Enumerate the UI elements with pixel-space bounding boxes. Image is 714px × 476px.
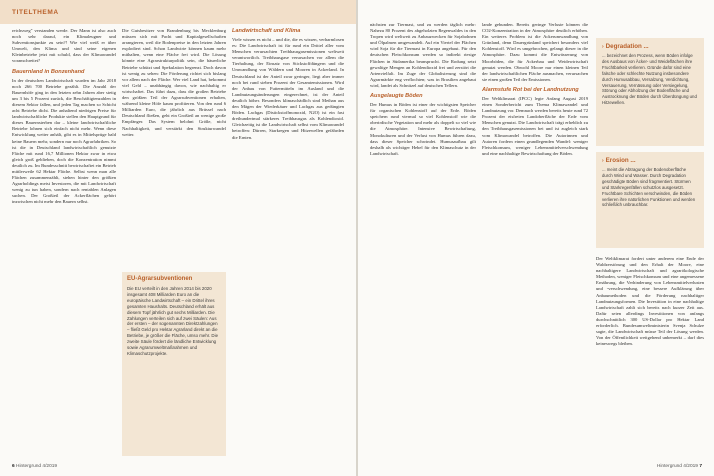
paragraph: Der Humus in Böden ist einer der wichtigsten Speicher für organischen Kohlenstoff auf der Erde. Böden speichern rund viermal so viel Kohlenstoff wie die oberirdische Vegetation und mehr als doppelt so viel wie die Atmosphäre. Intensive Bewirtschaftung, Monokulturen und der Verlust von Humus führen dazu, dass dieser Speicher schwindet. Humusaufbau gilt deshalb als wichtiger Hebel für den Klimaschutz in der Landwirtschaft. xyxy=(370,102,476,156)
page-footer-right xyxy=(657,464,702,469)
section-band xyxy=(0,0,356,24)
arrow-icon: › xyxy=(602,158,604,164)
left-column-2 xyxy=(122,28,226,138)
issue-label: Hintergrund 4/2019 xyxy=(656,464,698,469)
right-page xyxy=(358,0,714,476)
left-column-1 xyxy=(12,28,116,206)
subheading: Landwirtschaft und Klima xyxy=(232,28,301,34)
box-title xyxy=(602,43,698,51)
paragraph: Der Weltklimarat fordert unter anderem eine Ende der Waldzerstörung und den Erhalt der Moore, eine nachhaltigere Landwirtschaft und agrarökologische Methoden, weniger Fleischkonsum und eine angemessene Ernährung, die Verhinderung von Lebensmittelverlusten und -verschwendung, eine bessere Aufklärung über Anbaumethoden und die Förderung nachhaltiger Landnutzungsformen. Die Investition in eine nachhaltige Landwirtschaft zahlt sich bereits nach kurzer Zeit aus. Dafür seien allerdings Investitionen von anfangs durchschnittlich 300 US-Dollar pro Hektar Land erforderlich. Bundesumweltministerin Svenja Schulze sagte, die Landwirtschaft müsse Teil der Lösung werden. Von der Öffentlichkeit weitgehend unbemerkt – darf dies keineswegs bleiben. xyxy=(596,256,704,347)
paragraph: Die Gutsbesitzer von Brandenburg bis Mecklenburg müssen sich mit Pacht und Kapitalgesellschaften arrangieren, weil die Bodenpreise in den letzten Jahren explodiert sind. Schon Landwirte können kaum mehr mithalten, wenn eine Fläche frei wird. Die Lösung könnte eine Agrarstrukturpolitik sein, die bäuerliche Betriebe schützt und Spekulation begrenzt. Doch davon ist wenig zu sehen: Die Förderung richtet sich bislang vor allem nach der Fläche. Wer viel Land hat, bekommt viel Geld – unabhängig davon, wie nachhaltig er wirtschaftet. Das führt dazu, dass die großen Betriebe den größten Teil der Agrarsubventionen erhalten, während kleine Höfe kaum profitieren. Von den rund 6 Milliarden Euro, die jährlich aus Brüssel nach Deutschland fließen, geht ein Großteil an wenige große Empfänger. Das System belohnt Größe, nicht Nachhaltigkeit, und verstärkt den Strukturwandel weiter. xyxy=(122,28,226,137)
right-column-1 xyxy=(370,22,476,157)
left-page xyxy=(0,0,356,476)
degradation-box xyxy=(596,38,704,146)
eu-subsidies-box xyxy=(122,272,226,456)
page-footer-left xyxy=(12,464,57,469)
box-text: Die EU verteilt in den Jahren 2014 bis 2020 insgesamt 408 Milliarden Euro an die europäische Landwirtschaft – ein Drittel ihres gesamten Haushalts. Deutschland erhält aus diesem Topf jährlich gut sechs Milliarden. Die Zahlungen verteilen sich auf zwei Säulen: Aus der ersten – der sogenannten Direktzahlungen – fließt Geld pro Hektar Agrarland direkt an die Betriebe, je größer die Fläche, umso mehr. Die zweite Säule fördert die ländliche Entwicklung sowie Agrarumweltmaßnahmen und Klimaschutzprojekte. xyxy=(127,286,219,356)
right-column-3 xyxy=(596,256,704,347)
box-title: EU-Agrarsubventionen xyxy=(127,276,193,282)
subheading: Ausgelaugte Böden xyxy=(370,93,423,100)
box-title-text: Erosion ... xyxy=(605,157,636,164)
paragraph: Der Weltklimarat (IPCC) legte Anfang August 2019 einen Sonderbericht zum Thema Klimawandel und Landnutzung vor. Demnach werden bereits heute rund 72 Prozent der eisfreien Landoberfläche der Erde vom Menschen genutzt. Die Landwirtschaft trägt erheblich zu den Treibhausgasemissionen bei und ist zugleich stark vom Klimawandel betroffen. Die Autorinnen und Autoren fordern einen grundlegenden Wandel: weniger Fleischkonsum, weniger Lebensmittelverschwendung und eine nachhaltige Bewirtschaftung der Böden. xyxy=(482,95,588,156)
subheading: Bauernland in Bonzenhand xyxy=(12,68,85,75)
left-column-3 xyxy=(232,28,344,141)
box-text: ... bezeichnet den Prozess, wenn Böden infolge des Ausbaus von Äcker- und Weideflächen ihre Fruchtbarkeit verlieren. Gründe dafür sind eine falsche oder schlechte Nutzung insbesondere durch Humusabbau, Versalzung, Verdichtung, Versauerung, Vernässung oder Versiegelung, Störung oder Abholzung der Bodenfläche und Austrocknung der Böden durch Überdüngung und Hitzewellen. xyxy=(602,53,697,106)
page-number: 7 xyxy=(699,464,702,469)
paragraph: reichsweg" verstanden werde. Der Mann ist also auch noch sehr darauf, ein Klimaleugner und Subventionsjunkie zu sein?! Wie viel weiß er über Umwelt, den Klima und sind seine eigenen Kleinbetriebe jetzt mit schuld, dass der Klimawandel voranschreitet? xyxy=(12,28,116,64)
erosion-box xyxy=(596,152,704,248)
paragraph: Viele wissen es nicht – und die, die es wissen, verharmlosen es: Die Landwirtschaft ist für rund ein Drittel aller vom Menschen verursachten Treibhausgasemissionen weltweit verantwortlich. Treibhausgase verursachen vor allem die Tierhaltung, der Einsatz von Stickstoffdüngern und die Umwandlung von Wäldern und Mooren in Ackerland. In Deutschland ist der Anteil zwar geringer, liegt aber immer noch bei rund sieben Prozent der Gesamtemissionen. Wird der Anbau von Futtermitteln im Ausland und die Landnutzungsänderungen eingerechnet, ist der Anteil deutlich höher. Besonders klimaschädlich sind Methan aus den Mägen der Wiederkäuer und Lachgas aus gedüngten Böden. Lachgas (Distickstoffmonoxid, N2O) ist ein fast dreihundertmal stärkeres Treibhausgas als Kohlendioxid. Gleichzeitig ist die Landwirtschaft selbst vom Klimawandel betroffen: Dürren, Starkregen und Hitzewellen gefährden die Ernten. xyxy=(232,37,344,140)
box-title-text: Degradation ... xyxy=(605,43,649,50)
subheading: Alarmstufe Rot bei der Landnutzung xyxy=(482,86,579,93)
paragraph: In der deutschen Landwirtschaft wurden im Jahr 2018 noch 266 700 Betriebe gezählt. Die Anzahl der Bauernhöfe ging in den letzten zehn Jahren aber stetig um 3 bis 5 Prozent zurück, die Beschäftigtenzahlen in diesem Sektor fallen, und jeden Tag machen so Schicht acht Betriebe dicht. Die anhaltend niedrigen Preise für landwirtschaftliche Produkte stellen den Hauptgrund für dieses Bauernsterben dar – kleine landwirtschaftliche Betriebe lohnen sich einfach nicht mehr. Wenn diese Entwicklung weiter anhält, gibt es in Mittelsprüge bald keine Bauern mehr, sondern nur noch Agrarfabriken. So ist die in Deutschland landwirtschaftlich genutzte Fläche mit rund 16,7 Millionen Hektar zwar in etwa gleich groß geblieben, doch die Konzentration nimmt deutlich zu. Im Bundesschnitt bewirtschaftet ein Betrieb mittlerweile 62 Hektar Fläche. Selbst wenn man alle Flächen zusammenzählt, stehen hinter den größten Agrarholdings meist Investoren, die mit Landwirtschaft wenig zu tun haben, sondern nach rentablen Anlagen suchen. Der Großteil der Ackerflächen gehört inzwischen nicht mehr den Bauern selbst. xyxy=(12,77,116,205)
arrow-icon: › xyxy=(602,44,604,50)
box-text: ... meint die Abtragung der Bodenoberfläche durch Wind und Wasser. Durch Degradation geschädigte Böden sind fragmentiert. Stürmen und Starkregenfällen schutzlos ausgesetzt. Fruchtbare Schichten verschwinden, die Böden verlieren ihre natürlichen Funktionen und werden schließlich unbrauchbar. xyxy=(602,167,696,208)
issue-label: Hintergrund 4/2019 xyxy=(16,464,58,469)
paragraph: nächsten zur Tiermast, und zu werden täglich mehr: Nahezu 80 Prozent des abgeholzten Regenwaldes in den Tropen wird weltweit zu Anbauzwecken für Sojabohnen und Ölpalmen umgewandelt. Auf ein Viertel der Flächen wird Soja für die Tiermast in Europa angebaut. Für den deutschen Fleischkonsum werden so indirekt riesige Flächen in Südamerika beansprucht. Die Rodung setzt gewaltige Mengen an Kohlendioxid frei und zerstört die Artenvielfalt. Im Zuge der Globalisierung sind die Agrarmärkte eng verflochten; was in Brasilien angebaut wird, landet als Schnitzel auf deutschen Tellern. xyxy=(370,22,476,88)
paragraph: lande gebunden. Bereits geringe Verluste können die CO2-Konzentration in der Atmosphäre deutlich erhöhen. Ein weiteres Problem ist die Ackerumwandlung von Grünland, denn Dauergrünland speichert besonders viel Kohlenstoff. Wird es umgebrochen, gelangt dieser in die Atmosphäre. Dazu kommt die Entwässerung von Moorböden, die für Ackerbau und Weidewirtschaft genutzt werden. Obwohl Moore nur einen kleinen Teil der landwirtschaftlichen Fläche ausmachen, verursachen sie einen großen Teil der Emissionen. xyxy=(482,22,588,82)
section-tag: TITELTHEMA xyxy=(12,9,59,16)
page-number: 6 xyxy=(12,464,15,469)
right-column-2 xyxy=(482,22,588,157)
box-title xyxy=(602,157,698,165)
